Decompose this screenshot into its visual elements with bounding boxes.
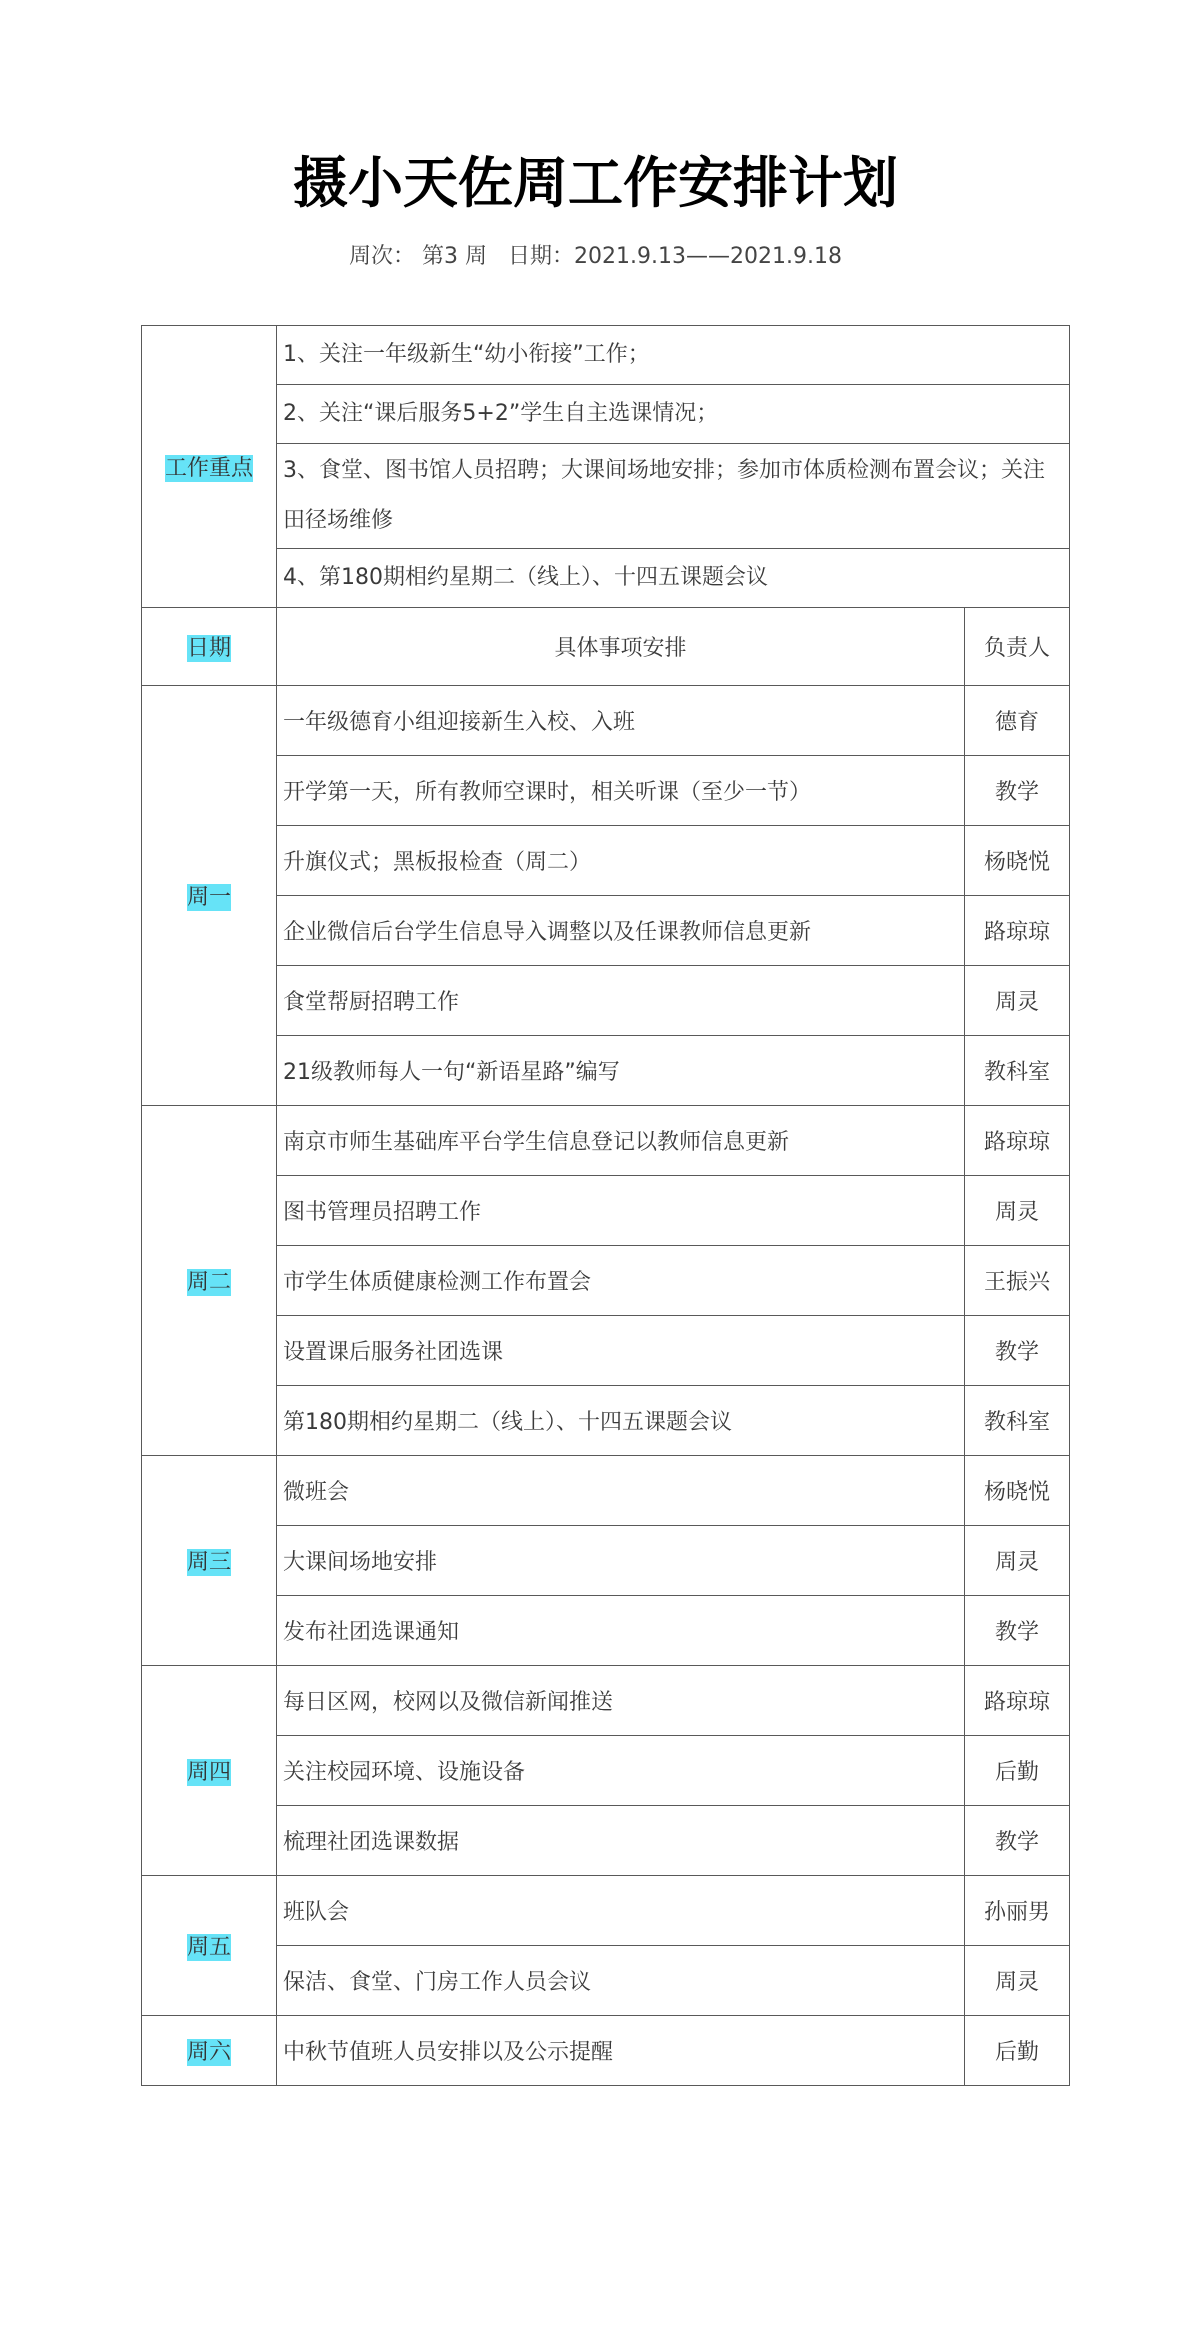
table-row	[142, 1036, 1070, 1106]
owner-cell: 教学	[965, 1316, 1070, 1386]
page-title: 摄小天佐周工作安排计划	[292, 151, 898, 215]
task-cell: 梳理社团选课数据	[277, 1806, 965, 1876]
owner-cell: 路琼琼	[965, 1666, 1070, 1736]
table-row	[142, 1316, 1070, 1386]
table-row	[142, 896, 1070, 966]
owner-cell: 路琼琼	[965, 896, 1070, 966]
table-row	[142, 686, 1070, 756]
weekly-plan-table	[141, 325, 1070, 2086]
owner-cell: 周灵	[965, 1946, 1070, 2016]
table-row	[142, 1106, 1070, 1176]
task-cell: 关注校园环境、设施设备	[277, 1736, 965, 1806]
task-cell: 中秋节值班人员安排以及公示提醒	[277, 2016, 965, 2086]
tasks-header: 具体事项安排	[277, 608, 965, 686]
day-label: 周六	[186, 2040, 231, 2065]
table-row	[142, 1176, 1070, 1246]
owner-cell: 杨晓悦	[965, 1456, 1070, 1526]
owner-cell: 王振兴	[965, 1246, 1070, 1316]
day-cell-wednesday	[142, 1456, 277, 1666]
day-label: 周五	[186, 1935, 231, 1960]
table-row	[142, 756, 1070, 826]
focus-row	[142, 549, 1070, 608]
focus-item: 2、关注“课后服务5+2”学生自主选课情况；	[277, 385, 1070, 444]
task-cell: 21级教师每人一句“新语星路”编写	[277, 1036, 965, 1106]
focus-row	[142, 326, 1070, 385]
owner-cell: 教学	[965, 756, 1070, 826]
table-row	[142, 826, 1070, 896]
task-cell: 市学生体质健康检测工作布置会	[277, 1246, 965, 1316]
focus-row	[142, 444, 1070, 549]
task-cell: 一年级德育小组迎接新生入校、入班	[277, 686, 965, 756]
task-cell: 企业微信后台学生信息导入调整以及任课教师信息更新	[277, 896, 965, 966]
focus-item: 3、食堂、图书馆人员招聘；大课间场地安排；参加市体质检测布置会议；关注田径场维修	[277, 444, 1070, 549]
table-row	[142, 1946, 1070, 2016]
task-cell: 发布社团选课通知	[277, 1596, 965, 1666]
day-label: 周四	[186, 1760, 231, 1785]
task-cell: 每日区网，校网以及微信新闻推送	[277, 1666, 965, 1736]
day-label: 周一	[186, 885, 231, 910]
day-label: 周三	[186, 1550, 231, 1575]
date-header: 日期	[186, 636, 231, 661]
table-row	[142, 1876, 1070, 1946]
owner-cell: 教科室	[965, 1036, 1070, 1106]
day-cell-monday	[142, 686, 277, 1106]
task-cell: 设置课后服务社团选课	[277, 1316, 965, 1386]
task-cell: 南京市师生基础库平台学生信息登记以教师信息更新	[277, 1106, 965, 1176]
task-cell: 保洁、食堂、门房工作人员会议	[277, 1946, 965, 2016]
table-row	[142, 1246, 1070, 1316]
owner-header: 负责人	[965, 608, 1070, 686]
owner-cell: 教科室	[965, 1386, 1070, 1456]
owner-cell: 杨晓悦	[965, 826, 1070, 896]
table-row	[142, 1526, 1070, 1596]
task-cell: 微班会	[277, 1456, 965, 1526]
table-row	[142, 1456, 1070, 1526]
owner-cell: 后勤	[965, 2016, 1070, 2086]
focus-item: 1、关注一年级新生“幼小衔接”工作；	[277, 326, 1070, 385]
task-cell: 第180期相约星期二（线上）、十四五课题会议	[277, 1386, 965, 1456]
task-cell: 班队会	[277, 1876, 965, 1946]
task-cell: 开学第一天，所有教师空课时，相关听课（至少一节）	[277, 756, 965, 826]
task-cell: 大课间场地安排	[277, 1526, 965, 1596]
owner-cell: 教学	[965, 1806, 1070, 1876]
owner-cell: 孙丽男	[965, 1876, 1070, 1946]
table-row	[142, 1736, 1070, 1806]
day-cell-tuesday	[142, 1106, 277, 1456]
table-row	[142, 966, 1070, 1036]
day-cell-friday	[142, 1876, 277, 2016]
week-date-subtitle: 周次： 第3 周 日期：2021.9.13——2021.9.18	[349, 244, 842, 269]
table-row	[142, 1596, 1070, 1666]
task-cell: 图书管理员招聘工作	[277, 1176, 965, 1246]
table-row	[142, 1806, 1070, 1876]
owner-cell: 周灵	[965, 966, 1070, 1036]
table-row	[142, 1666, 1070, 1736]
focus-row	[142, 385, 1070, 444]
owner-cell: 教学	[965, 1596, 1070, 1666]
date-header-cell	[142, 608, 277, 686]
table-row	[142, 2016, 1070, 2086]
focus-item: 4、第180期相约星期二（线上）、十四五课题会议	[277, 549, 1070, 608]
table-header-row	[142, 608, 1070, 686]
table-row	[142, 1386, 1070, 1456]
focus-label: 工作重点	[164, 456, 253, 481]
owner-cell: 周灵	[965, 1176, 1070, 1246]
owner-cell: 后勤	[965, 1736, 1070, 1806]
focus-label-cell	[142, 326, 277, 608]
owner-cell: 路琼琼	[965, 1106, 1070, 1176]
owner-cell: 周灵	[965, 1526, 1070, 1596]
task-cell: 食堂帮厨招聘工作	[277, 966, 965, 1036]
day-cell-thursday	[142, 1666, 277, 1876]
owner-cell: 德育	[965, 686, 1070, 756]
day-label: 周二	[186, 1270, 231, 1295]
day-cell-saturday	[142, 2016, 277, 2086]
task-cell: 升旗仪式；黑板报检查（周二）	[277, 826, 965, 896]
